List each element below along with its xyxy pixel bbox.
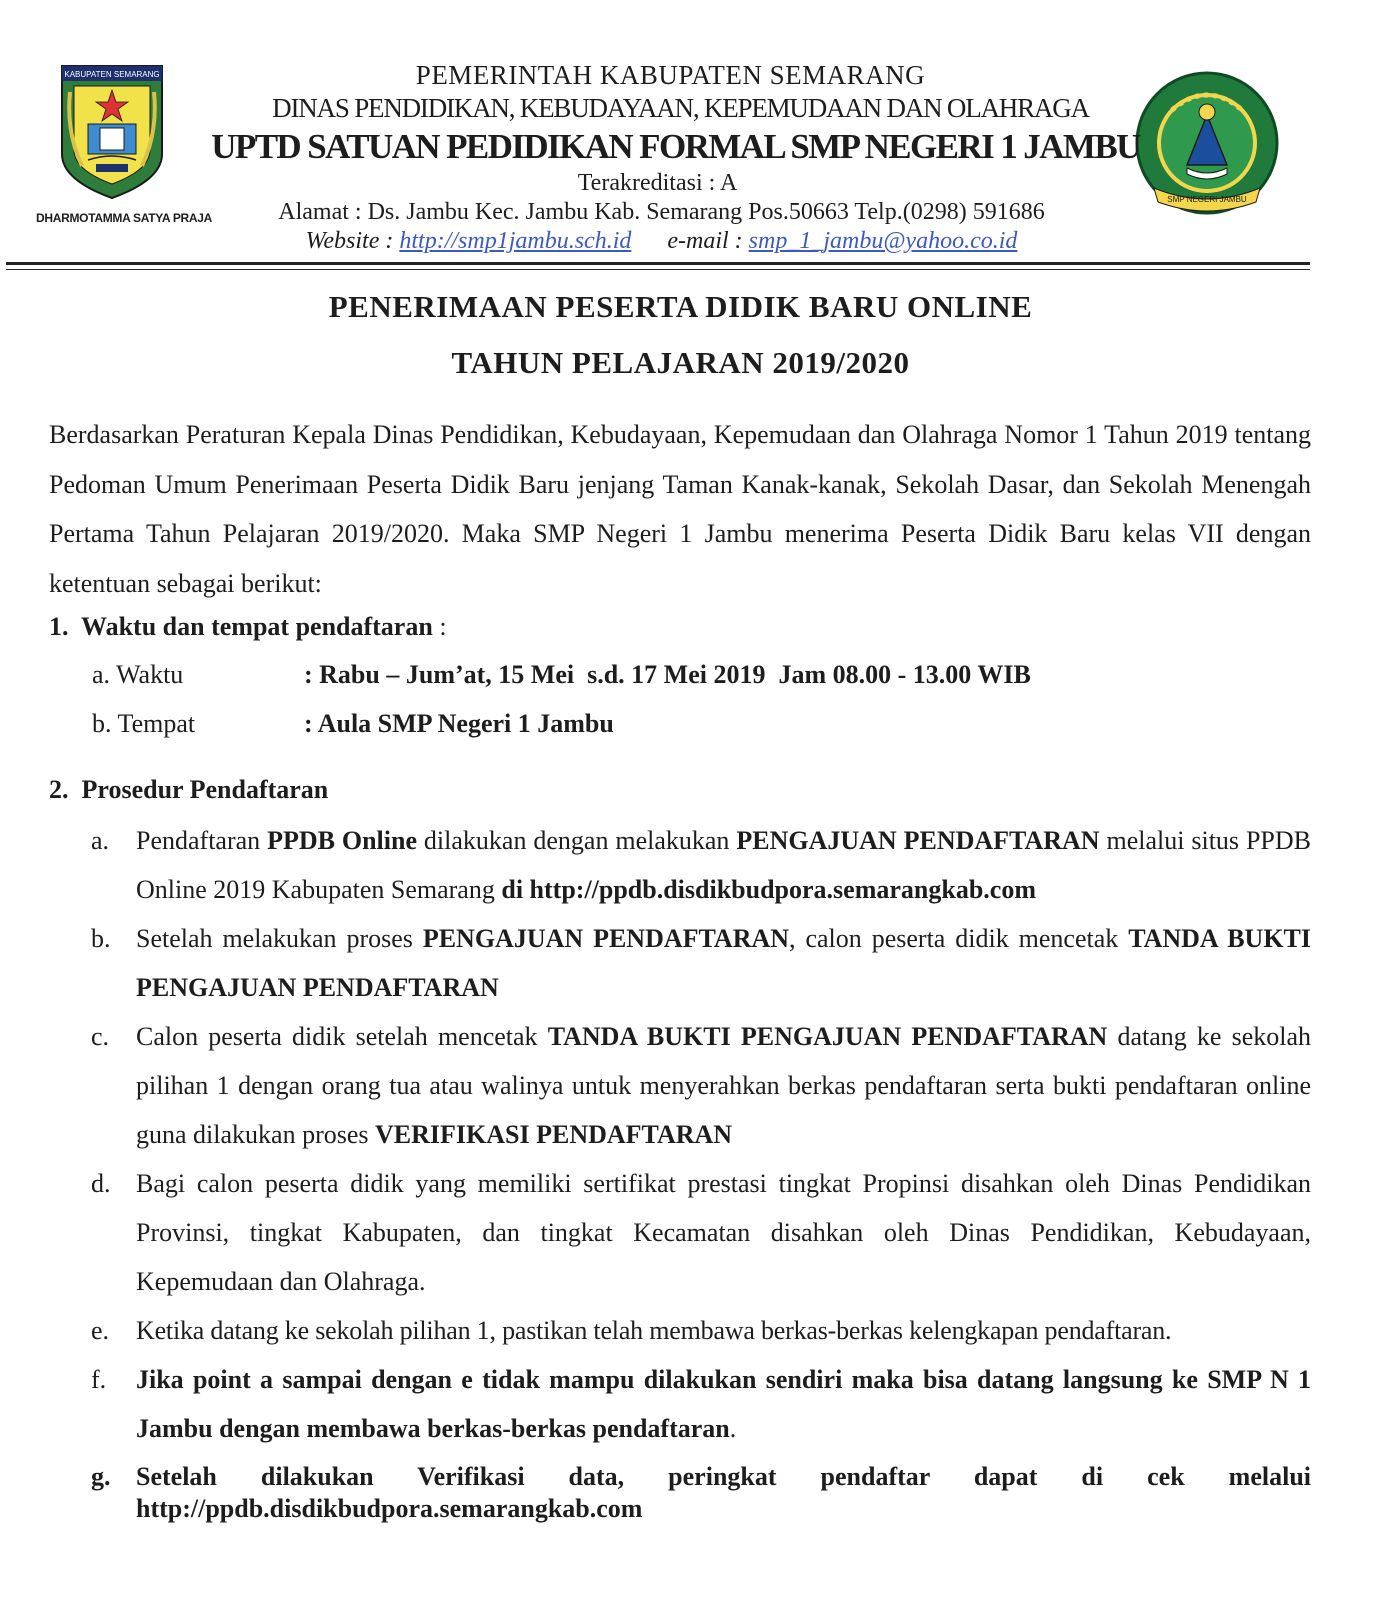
section-1-heading: 1. Waktu dan tempat pendaftaran :: [49, 612, 447, 641]
schedule-time-value: : Rabu – Jum’at, 15 Mei s.d. 17 Mei 2019 Jam 08.00 - 13.00 WIB: [304, 660, 1031, 689]
item-marker: f.: [91, 1365, 107, 1394]
intro-paragraph: Berdasarkan Peraturan Kepala Dinas Pendidikan, Kebudayaan, Kepemudaan dan Olahraga Nomor 1 Tahun 2019 tentang Pedoman Umum Penerimaan Peserta Didik Baru jenjang Taman Kanak-kanak, Sekolah Dasar, dan Sekolah Menengah Pertama Tahun Pelajaran 2019/2020. Maka SMP Negeri 1 Jambu menerima Peserta Didik Baru kelas VII dengan ketentuan sebagai berikut:: [49, 420, 1311, 598]
letterhead-accreditation: Terakreditasi : A: [577, 170, 738, 196]
schedule-place-label: b. Tempat: [92, 709, 196, 738]
section-2-heading: 2. Prosedur Pendaftaran: [49, 775, 329, 804]
right-logo-text: SMP NEGERI JAMBU: [1167, 195, 1247, 204]
letterhead-divider-thin: [6, 269, 1310, 270]
item-marker: e.: [91, 1316, 110, 1345]
website-link[interactable]: http://smp1jambu.sch.id: [399, 228, 632, 254]
ppdb-link[interactable]: http://ppdb.disdikbudpora.semarangkab.com: [136, 1494, 643, 1523]
letterhead-government: PEMERINTAH KABUPATEN SEMARANG: [415, 60, 926, 90]
item-marker: d.: [91, 1169, 111, 1198]
logo-top-text: KABUPATEN SEMARANG: [64, 70, 160, 79]
document-subtitle: TAHUN PELAJARAN 2019/2020: [451, 345, 910, 380]
procedure-item-e: e. Ketika datang ke sekolah pilihan 1, pastikan telah membawa berkas-berkas kelengkapan pendaftaran.: [91, 1306, 1311, 1355]
email-link[interactable]: smp_1_jambu@yahoo.co.id: [748, 228, 1018, 254]
procedure-item-g: g. Setelah dilakukan Verifikasi data, peringkat pendaftar dapat di cek melalui http://ppdb.disdikbudpora.semarangkab.com: [91, 1462, 1311, 1523]
website-label: Website :: [305, 228, 394, 254]
schedule-time-label: a. Waktu: [92, 660, 184, 689]
procedure-item-c: c. Calon peserta didik setelah mencetak TANDA BUKTI PENGAJUAN PENDAFTARAN datang ke sekolah pilihan 1 dengan orang tua atau walinya untuk menyerahkan berkas pendaftaran serta bukti pendaftaran online guna dilakukan proses VERIFIKASI PENDAFTARAN: [91, 1012, 1311, 1159]
item-marker: b.: [91, 924, 111, 953]
procedure-item-f: f. Jika point a sampai dengan e tidak mampu dilakukan sendiri maka bisa datang langsung ke SMP N 1 Jambu dengan membawa berkas-berkas pendaftaran.: [91, 1355, 1311, 1453]
procedure-item-a: a. Pendaftaran PPDB Online dilakukan dengan melakukan PENGAJUAN PENDAFTARAN melalui situs PPDB Online 2019 Kabupaten Semarang di http://ppdb.disdikbudpora.semarangkab.com: [91, 816, 1311, 914]
logo-motto: DHARMOTAMMA SATYA PRAJA: [36, 211, 212, 225]
email-label: e-mail :: [667, 228, 743, 254]
letterhead-school-name: UPTD SATUAN PEDIDIKAN FORMAL SMP NEGERI 1 JAMBU: [211, 127, 1140, 166]
schedule-place-row: [92, 709, 614, 739]
procedure-item-b: b. Setelah melakukan proses PENGAJUAN PENDAFTARAN, calon peserta didik mencetak TANDA BUKTI PENGAJUAN PENDAFTARAN: [91, 914, 1311, 1012]
item-marker: c.: [91, 1022, 110, 1051]
letterhead-contact: [0, 228, 1352, 255]
item-marker: a.: [91, 826, 110, 855]
letterhead-divider-thick: [6, 262, 1310, 265]
item-marker: g.: [91, 1462, 111, 1491]
letterhead-department: DINAS PENDIDIKAN, KEBUDAYAAN, KEPEMUDAAN DAN OLAHRAGA: [272, 93, 1089, 123]
schedule-place-value: : Aula SMP Negeri 1 Jambu: [304, 709, 614, 738]
document-title: PENERIMAAN PESERTA DIDIK BARU ONLINE: [328, 289, 1033, 324]
procedure-item-d: d. Bagi calon peserta didik yang memiliki sertifikat prestasi tingkat Propinsi disahkan oleh Dinas Pendidikan Provinsi, tingkat Kabupaten, dan tingkat Kecamatan disahkan oleh Dinas Pendidikan, Kebudayaan, Kepemudaan dan Olahraga.: [91, 1159, 1311, 1306]
letterhead-address: Alamat : Ds. Jambu Kec. Jambu Kab. Semarang Pos.50663 Telp.(0298) 591686: [278, 199, 1045, 225]
schedule-time-row: [92, 660, 1031, 690]
